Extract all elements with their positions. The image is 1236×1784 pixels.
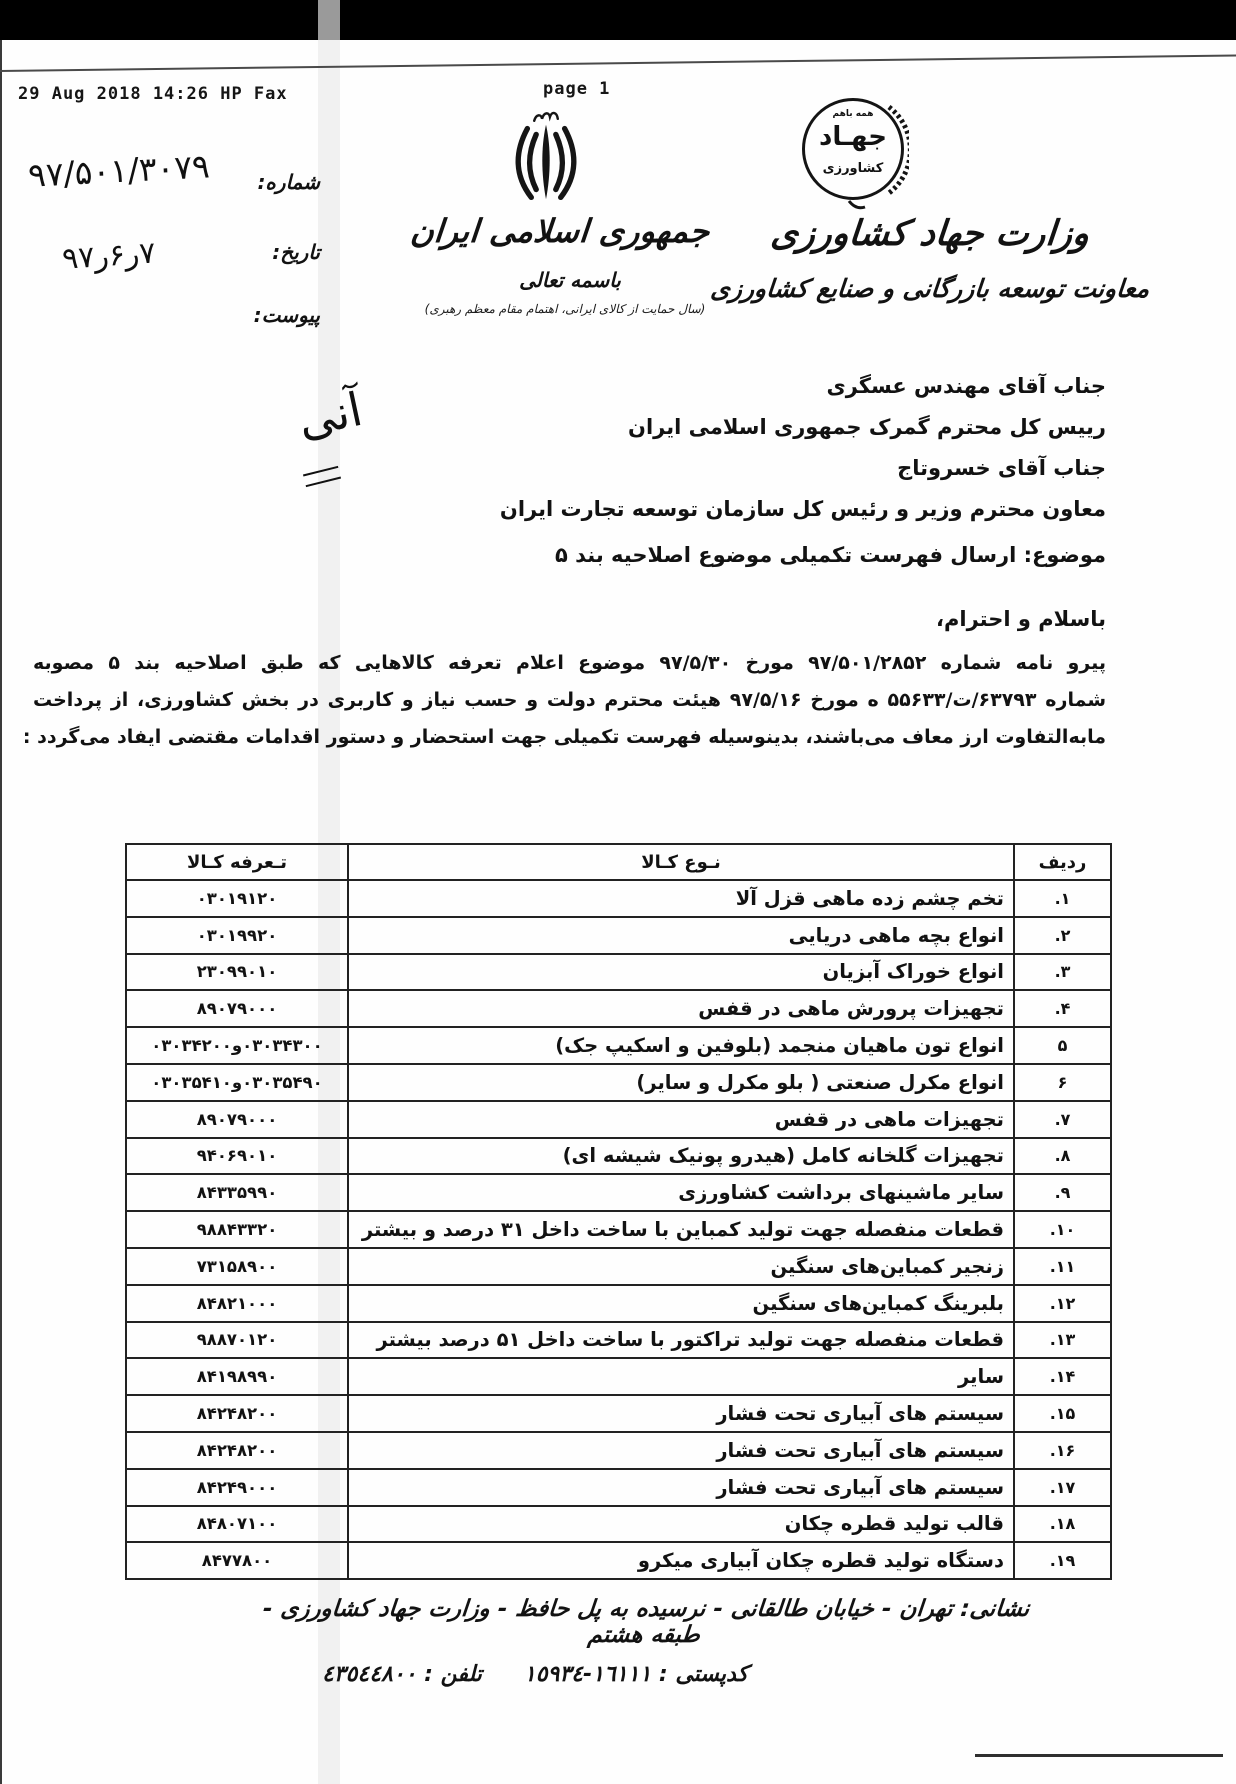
deputy-title: معاونت توسعه بازرگانی و صنایع کشاورزی (709, 274, 1151, 303)
body-line: پیرو نامه شماره ۹۷/۵۰۱/۲۸۵۲ مورخ ۹۷/۵/۳۰ موضوع اعلام تعرفه کالاهایی که طبق اصلاحیه بند ۵ مصوبه (33, 652, 1106, 674)
table-row (126, 1064, 1111, 1101)
scan-bottom-right-line (975, 1754, 1223, 1757)
row-number-cell: ۱۴. (1014, 1358, 1111, 1395)
letterhead-slogan: (سال حمایت از کالای ایرانی، اهتمام مقام معظم رهبری) (424, 302, 706, 316)
tariff-cell: ۸۴۱۹۸۹۹۰ (126, 1358, 348, 1395)
goods-cell: تجهیزات پرورش ماهی در قفس (348, 990, 1014, 1027)
row-number-cell: ۱۰. (1014, 1211, 1111, 1248)
row-number-cell: ۱۹. (1014, 1542, 1111, 1579)
row-number-cell: ۱۵. (1014, 1395, 1111, 1432)
scan-streak-in-bar (318, 0, 340, 40)
row-number-cell: ۸. (1014, 1138, 1111, 1175)
goods-cell: سیستم های آبیاری تحت فشار (348, 1469, 1014, 1506)
jahad-logo-main-text: جهـاد (819, 122, 887, 152)
tariff-cell: ۰۳۰۱۹۹۲۰ (126, 917, 348, 954)
tariff-cell: ۸۴۸۰۷۱۰۰ (126, 1506, 348, 1543)
goods-cell: انواع مکرل صنعتی ( بلو مکرل و سایر) (348, 1064, 1014, 1101)
recipient-line: جناب آقای مهندس عسگری (826, 374, 1106, 398)
tariff-cell: ۸۹۰۷۹۰۰۰ (126, 1101, 348, 1138)
goods-cell: دستگاه تولید قطره چکان آبیاری میکرو (348, 1542, 1014, 1579)
row-number-cell: ۴. (1014, 990, 1111, 1027)
goods-cell: تخم چشم زده ماهی قزل آلا (348, 880, 1014, 917)
body-line: شماره ۶۳۷۹۳/ت/۵۵۶۳۳ ه مورخ ۹۷/۵/۱۶ هیئت محترم دولت و حسب نیاز و کاربری در بخش کشاورزی، از پرداخت (33, 689, 1107, 711)
row-number-cell: ۱۱. (1014, 1248, 1111, 1285)
table-row (126, 990, 1111, 1027)
row-number-cell: ۳. (1014, 954, 1111, 991)
row-number-cell: ۱. (1014, 880, 1111, 917)
scan-page-edge-line (0, 54, 1236, 72)
goods-cell: انواع بچه ماهی دریایی (348, 917, 1014, 954)
recipient-line: معاون محترم وزیر و رئیس کل سازمان توسعه تجارت ایران (499, 497, 1106, 521)
attachment-label: پیوست: (253, 303, 320, 327)
table-row (126, 1027, 1111, 1064)
footer-phone: تلفن : ٤٣٥٤٤٨٠٠ (321, 1662, 482, 1687)
goods-cell: سیستم های آبیاری تحت فشار (348, 1395, 1014, 1432)
table-row (126, 1469, 1111, 1506)
row-number-cell: ۱۲. (1014, 1285, 1111, 1322)
row-number-cell: ۶ (1014, 1064, 1111, 1101)
goods-cell: انواع خوراک آبزیان (348, 954, 1014, 991)
republic-title: جمهوری اسلامی ایران (408, 212, 712, 250)
jahad-logo-top-text: همه باهم (832, 109, 874, 119)
table-row (126, 1395, 1111, 1432)
goods-cell: سیستم های آبیاری تحت فشار (348, 1432, 1014, 1469)
footer-contact (300, 1662, 770, 1687)
header-goods-type: نـوع کـالا (348, 844, 1014, 880)
tariff-cell: ۷۳۱۵۸۹۰۰ (126, 1248, 348, 1285)
handwritten-letter-number: ۹۷/۵۰۱/۳۰۷۹ (27, 146, 211, 195)
table-row (126, 880, 1111, 917)
table-row (126, 1542, 1111, 1579)
row-number-cell: ۱۶. (1014, 1432, 1111, 1469)
tariff-cell: ۸۴۸۲۱۰۰۰ (126, 1285, 348, 1322)
table-row (126, 1506, 1111, 1543)
footer-postal-code: کدپستی : ١٦١١١-١٥٩٣٤ (523, 1662, 749, 1687)
goods-cell: انواع تون ماهیان منجمد (بلوفین و اسکیپ جک) (348, 1027, 1014, 1064)
goods-cell: تجهیزات گلخانه کامل (هیدرو پونیک شیشه ای) (348, 1138, 1014, 1175)
tariff-cell: ۲۳۰۹۹۰۱۰ (126, 954, 348, 991)
subject-line: موضوع: ارسال فهرست تکمیلی موضوع اصلاحیه بند ۵ (555, 543, 1106, 567)
row-number-cell: ۲. (1014, 917, 1111, 954)
goods-cell: سایر ماشینهای برداشت کشاورزی (348, 1174, 1014, 1211)
row-number-cell: ۷. (1014, 1101, 1111, 1138)
handwritten-letter-date: ۹۷ر۶ر۷ (60, 235, 157, 277)
table-row (126, 1138, 1111, 1175)
handwritten-urgent-note: آنی (293, 381, 367, 449)
salutation: باسلام و احترام، (936, 607, 1106, 631)
goods-cell: زنجیر کمباین‌های سنگین (348, 1248, 1014, 1285)
tariff-cell: ۸۴۷۷۸۰۰ (126, 1542, 348, 1579)
footer-address: نشانی: تهران - خیابان طالقانی - نرسیده به پل حافظ - وزارت جهاد کشاورزی - طبقه هشتم (261, 1596, 1031, 1648)
row-number-cell: ۱۷. (1014, 1469, 1111, 1506)
tariff-cell: ۸۴۳۳۵۹۹۰ (126, 1174, 348, 1211)
jahad-keshavarzi-logo-icon (800, 94, 912, 216)
number-label: شماره: (257, 170, 320, 194)
table-row (126, 1101, 1111, 1138)
row-number-cell: ۵ (1014, 1027, 1111, 1064)
recipient-line: جناب آقای خسروتاج (897, 456, 1106, 480)
recipients-block (126, 366, 1106, 530)
tariff-cell: ۹۴۰۶۹۰۱۰ (126, 1138, 348, 1175)
table-row (126, 1211, 1111, 1248)
goods-cell: سایر (348, 1358, 1014, 1395)
row-number-cell: ۱۸. (1014, 1506, 1111, 1543)
goods-cell: بلبرینگ کمباین‌های سنگین (348, 1285, 1014, 1322)
body-paragraph (22, 645, 1107, 756)
goods-cell: تجهیزات ماهی در قفس (348, 1101, 1014, 1138)
table-header-row (126, 844, 1111, 880)
table-row (126, 954, 1111, 991)
table-row (126, 1322, 1111, 1359)
basmala: باسمه تعالی (519, 268, 621, 292)
tariff-cell: ۸۴۲۴۹۰۰۰ (126, 1469, 348, 1506)
header-goods-tariff: تـعرفه کـالا (126, 844, 348, 880)
goods-cell: قطعات منفصله جهت تولید کمباین با ساخت داخل ۳۱ درصد و بیشتر (348, 1211, 1014, 1248)
tariff-table (125, 843, 1112, 1580)
tariff-cell: ۸۹۰۷۹۰۰۰ (126, 990, 348, 1027)
iran-emblem-icon (492, 110, 600, 214)
row-number-cell: ۱۳. (1014, 1322, 1111, 1359)
ministry-title: وزارت جهاد کشاورزی (769, 214, 1091, 254)
tariff-cell: ۸۴۲۴۸۲۰۰ (126, 1395, 348, 1432)
scan-top-black-bar (0, 0, 1236, 40)
table-row (126, 1358, 1111, 1395)
goods-cell: قطعات منفصله جهت تولید تراکتور با ساخت داخل ۵۱ درصد بیشتر (348, 1322, 1014, 1359)
fax-timestamp: 29 Aug 2018 14:26 HP Fax (18, 84, 288, 104)
tariff-cell: ۹۸۸۴۳۳۲۰ (126, 1211, 348, 1248)
table-row (126, 1174, 1111, 1211)
table-row (126, 1285, 1111, 1322)
date-label: تاریخ: (272, 240, 320, 264)
table-row (126, 1248, 1111, 1285)
tariff-cell: ۸۴۲۴۸۲۰۰ (126, 1432, 348, 1469)
page-indicator: page 1 (543, 79, 611, 99)
header-row-number: ردیف (1014, 844, 1111, 880)
tariff-cell: ۰۳۰۳۴۳۰۰و۰۳۰۳۴۲۰۰ (126, 1027, 348, 1064)
jahad-logo-sub-text: کشاورزی (822, 161, 884, 176)
recipient-line: رییس کل محترم گمرک جمهوری اسلامی ایران (628, 415, 1106, 439)
tariff-cell: ۰۳۰۱۹۱۲۰ (126, 880, 348, 917)
tariff-cell: ۹۸۸۷۰۱۲۰ (126, 1322, 348, 1359)
body-line: مابه‌التفاوت ارز معاف می‌باشند، بدینوسیله فهرست تکمیلی جهت استحضار و دستور اقدامات مقتضی ایفاد می‌گردد : (22, 726, 1106, 748)
table-row (126, 917, 1111, 954)
tariff-cell: ۰۳۰۳۵۴۹۰و۰۳۰۳۵۴۱۰ (126, 1064, 348, 1101)
scan-left-edge-line (0, 40, 2, 1784)
row-number-cell: ۹. (1014, 1174, 1111, 1211)
table-row (126, 1432, 1111, 1469)
goods-cell: قالب تولید قطره چکان (348, 1506, 1014, 1543)
